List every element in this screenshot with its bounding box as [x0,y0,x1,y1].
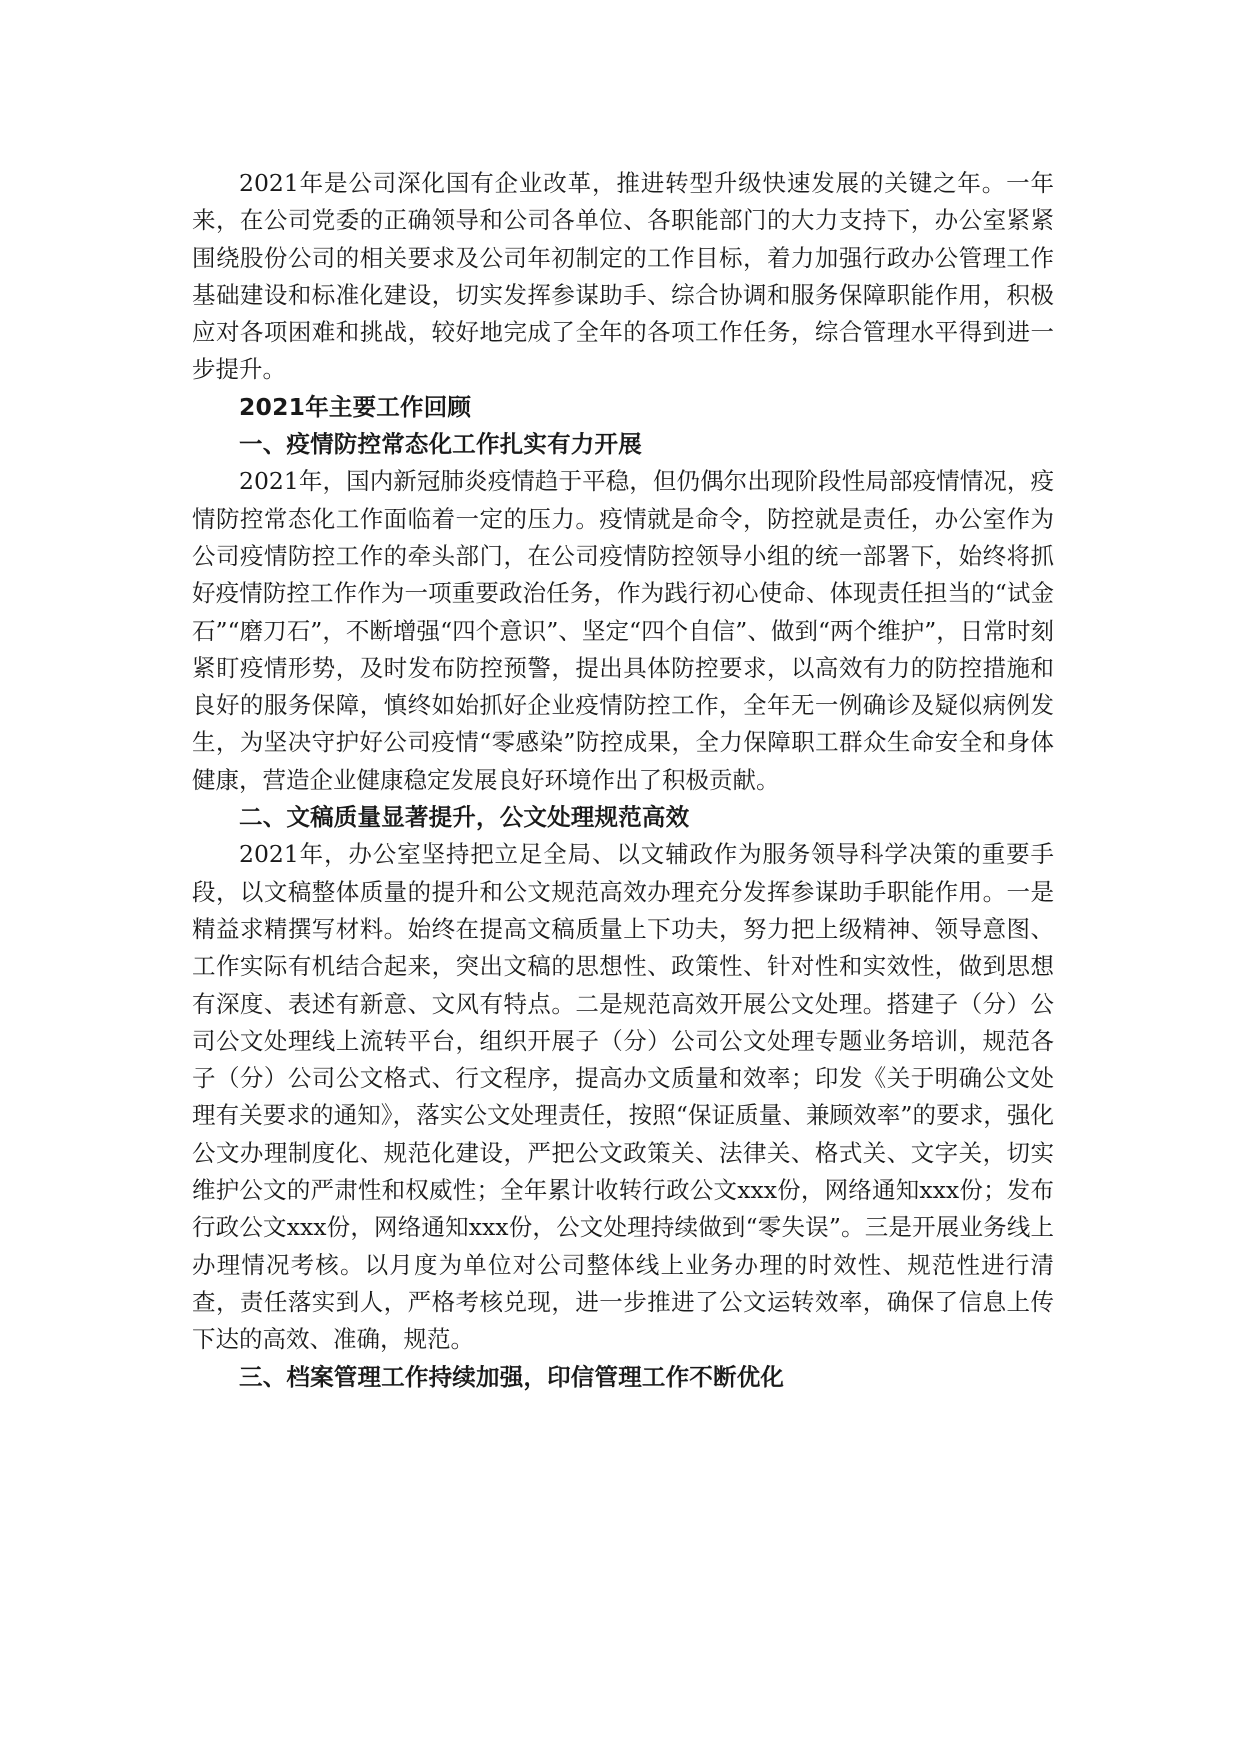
section-body-2: 2021年，办公室坚持把立足全局、以文辅政作为服务领导科学决策的重要手段，以文稿整体质量的提升和公文规范高效办理充分发挥参谋助手职能作用。一是精益求精撰写材料。始终在提高文稿质量上下功夫，努力把上级精神、领导意图、工作实际有机结合起来，突出文稿的思想性、政策性、针对性和实效性，做到思想有深度、表述有新意、文风有特点。二是规范高效开展公文处理。搭建子（分）公司公文处理线上流转平台，组织开展子（分）公司公文处理专题业务培训，规范各子（分）公司公文格式、行文程序，提高办文质量和效率；印发《关于明确公文处理有关要求的通知》，落实公文处理责任，按照“保证质量、兼顾效率”的要求，强化公文办理制度化、规范化建设，严把公文政策关、法律关、格式关、文字关，切实维护公文的严肃性和权威性；全年累计收转行政公文xxx份，网络通知xxx份；发布行政公文xxx份，网络通知xxx份，公文处理持续做到“零失误”。三是开展业务线上办理情况考核。以月度为单位对公司整体线上业务办理的时效性、规范性进行清查，责任落实到人，严格考核兑现，进一步推进了公文运转效率，确保了信息上传下达的高效、准确，规范。 [192,840,1054,1354]
section-body-1: 2021年，国内新冠肺炎疫情趋于平稳，但仍偶尔出现阶段性局部疫情情况，疫情防控常态化工作面临着一定的压力。疫情就是命令，防控就是责任，办公室作为公司疫情防控工作的牵头部门，在公司疫情防控领导小组的统一部署下，始终将抓好疫情防控工作作为一项重要政治任务，作为践行初心使命、体现责任担当的“试金石”“磨刀石”，不断增强“四个意识”、坚定“四个自信”、做到“两个维护”，日常时刻紧盯疫情形势，及时发布防控预警，提出具体防控要求，以高效有力的防控措施和良好的服务保障，慎终如始抓好企业疫情防控工作，全年无一例确诊及疑似病例发生，为坚决守护好公司疫情“零感染”防控成果，全力保障职工群众生命安全和身体健康，营造企业健康稳定发展良好环境作出了积极贡献。 [192,467,1054,794]
section-heading-1: 一、疫情防控常态化工作扎实有力开展 [239,430,642,459]
section-heading-3: 三、档案管理工作持续加强，印信管理工作不断优化 [239,1362,785,1391]
section-heading-2: 二、文稿质量显著提升，公文处理规范高效 [239,803,690,832]
review-title: 2021年主要工作回顾 [239,392,472,421]
intro-paragraph: 2021年是公司深化国有企业改革，推进转型升级快速发展的关键之年。一年来，在公司党委的正确领导和公司各单位、各职能部门的大力支持下，办公室紧紧围绕股份公司的相关要求及公司年初制定的工作目标，着力加强行政办公管理工作基础建设和标准化建设，切实发挥参谋助手、综合协调和服务保障职能作用，积极应对各项困难和挑战，较好地完成了全年的各项工作任务，综合管理水平得到进一步提升。 [192,169,1054,384]
document-page [192,165,1054,1396]
